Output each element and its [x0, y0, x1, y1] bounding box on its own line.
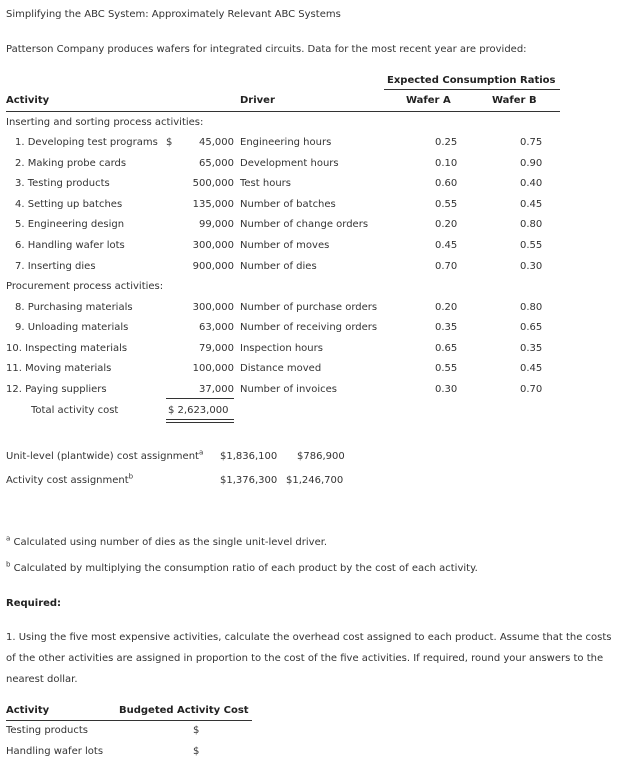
header-rule	[6, 111, 560, 112]
cost-dollar-sign: $	[166, 137, 173, 148]
activity-cost: 45,000	[199, 137, 234, 148]
activity-name: 3. Testing products	[15, 178, 110, 189]
total-amount: $ 2,623,000	[168, 405, 229, 416]
ratio-wafer-b: 0.55	[520, 240, 543, 251]
cost-driver: Number of purchase orders	[240, 302, 378, 313]
cost-driver: Engineering hours	[240, 137, 332, 148]
ratio-wafer-b: 0.90	[520, 158, 543, 169]
activity-cost: 79,000	[199, 343, 234, 354]
answer-activity: Testing products	[6, 725, 89, 736]
answer-header-cost: Budgeted Activity Cost	[119, 705, 249, 716]
assignment-b: $786,900	[297, 451, 345, 462]
total-rule-double	[166, 419, 234, 423]
cost-driver: Test hours	[240, 178, 291, 189]
ratio-wafer-a: 0.10	[435, 158, 458, 169]
question-text: 1. Using the five most expensive activities, calculate the overhead cost assigned to each product. Assume that the costs of the other activities are assigned in proportion to the cost of the five activities. If required, round your answers to the nearest dollar.	[6, 632, 612, 685]
activity-cost: 100,000	[192, 363, 234, 374]
activity-name: 8. Purchasing materials	[15, 302, 133, 313]
answer-activity: Handling wafer lots	[6, 746, 104, 757]
cost-driver: Number of dies	[240, 261, 317, 272]
footnote	[6, 534, 328, 548]
ratio-wafer-b: 0.70	[520, 384, 543, 395]
activity-name: 9. Unloading materials	[15, 322, 129, 333]
consumption-ratios-header: Expected Consumption Ratios	[387, 75, 556, 86]
assignment-a: $1,836,100	[220, 451, 278, 462]
ratio-wafer-a: 0.25	[435, 137, 458, 148]
activity-name: 5. Engineering design	[15, 219, 125, 230]
activity-cost: 500,000	[192, 178, 234, 189]
ratio-wafer-b: 0.35	[520, 343, 543, 354]
activity-name: 12. Paying suppliers	[6, 384, 107, 395]
assignment-a: $1,376,300	[220, 475, 278, 486]
cost-driver: Number of change orders	[240, 219, 369, 230]
activity-cost: 63,000	[199, 322, 234, 333]
assignment-row	[6, 448, 204, 462]
answer-header-activity: Activity	[6, 705, 50, 716]
total-rule-top	[166, 398, 234, 399]
ratio-wafer-b: 0.30	[520, 261, 543, 272]
ratio-wafer-b: 0.40	[520, 178, 543, 189]
answer-dollar-sign: $	[193, 746, 200, 757]
required-label: Required:	[6, 598, 62, 609]
activity-name: 7. Inserting dies	[15, 261, 96, 272]
cost-driver: Number of receiving orders	[240, 322, 378, 333]
ratio-wafer-a: 0.45	[435, 240, 458, 251]
assignment-row	[6, 472, 134, 486]
section-label: Inserting and sorting process activities:	[6, 117, 204, 128]
footnote-mark: b	[128, 472, 134, 481]
ratio-wafer-a: 0.70	[435, 261, 458, 272]
ratio-wafer-a: 0.20	[435, 302, 458, 313]
section-label: Procurement process activities:	[6, 281, 164, 292]
ratio-wafer-b: 0.65	[520, 322, 543, 333]
footnote-text: Calculated by multiplying the consumption ratio of each product by the cost of each activity.	[13, 563, 478, 574]
answer-header-rule	[6, 720, 252, 721]
group-header-rule	[384, 89, 560, 90]
activity-name: 4. Setting up batches	[15, 199, 123, 210]
ratio-wafer-a: 0.55	[435, 363, 458, 374]
col-header-driver: Driver	[240, 95, 275, 106]
ratio-wafer-a: 0.60	[435, 178, 458, 189]
assignment-b: $1,246,700	[286, 475, 344, 486]
footnote-mark: a	[6, 534, 11, 543]
activity-cost: 37,000	[199, 384, 234, 395]
activity-cost: 135,000	[192, 199, 234, 210]
ratio-wafer-a: 0.20	[435, 219, 458, 230]
activity-name: 10. Inspecting materials	[6, 343, 128, 354]
ratio-wafer-b: 0.45	[520, 363, 543, 374]
activity-cost: 300,000	[192, 240, 234, 251]
col-header-activity: Activity	[6, 95, 50, 106]
ratio-wafer-b: 0.45	[520, 199, 543, 210]
activity-name: 6. Handling wafer lots	[15, 240, 125, 251]
footnote-mark: b	[6, 560, 11, 569]
activity-cost: 99,000	[199, 219, 234, 230]
cost-driver: Development hours	[240, 158, 339, 169]
cost-driver: Distance moved	[240, 363, 322, 374]
ratio-wafer-b: 0.80	[520, 302, 543, 313]
answer-dollar-sign: $	[193, 725, 200, 736]
ratio-wafer-a: 0.35	[435, 322, 458, 333]
col-header-wafer-a: Wafer A	[406, 95, 451, 106]
activity-cost: 300,000	[192, 302, 234, 313]
ratio-wafer-a: 0.30	[435, 384, 458, 395]
activity-name: 1. Developing test programs	[15, 137, 158, 148]
ratio-wafer-b: 0.80	[520, 219, 543, 230]
footnote-text: Calculated using number of dies as the single unit-level driver.	[13, 537, 328, 548]
ratio-wafer-a: 0.55	[435, 199, 458, 210]
activity-cost: 65,000	[199, 158, 234, 169]
activity-cost: 900,000	[192, 261, 234, 272]
cost-driver: Number of batches	[240, 199, 336, 210]
assignment-label: Activity cost assignment	[6, 475, 129, 486]
activity-name: 11. Moving materials	[6, 363, 112, 374]
ratio-wafer-b: 0.75	[520, 137, 543, 148]
cost-driver: Number of moves	[240, 240, 330, 251]
cost-driver: Inspection hours	[240, 343, 323, 354]
assignment-label: Unit-level (plantwide) cost assignment	[6, 451, 199, 462]
activity-name: 2. Making probe cards	[15, 158, 127, 169]
footnote	[6, 560, 478, 574]
ratio-wafer-a: 0.65	[435, 343, 458, 354]
col-header-wafer-b: Wafer B	[492, 95, 537, 106]
footnote-mark: a	[198, 448, 204, 457]
page-title: Simplifying the ABC System: Approximately Relevant ABC Systems	[6, 9, 341, 20]
total-label: Total activity cost	[31, 405, 119, 416]
cost-driver: Number of invoices	[240, 384, 337, 395]
intro-text: Patterson Company produces wafers for integrated circuits. Data for the most recent year are provided:	[6, 44, 527, 55]
